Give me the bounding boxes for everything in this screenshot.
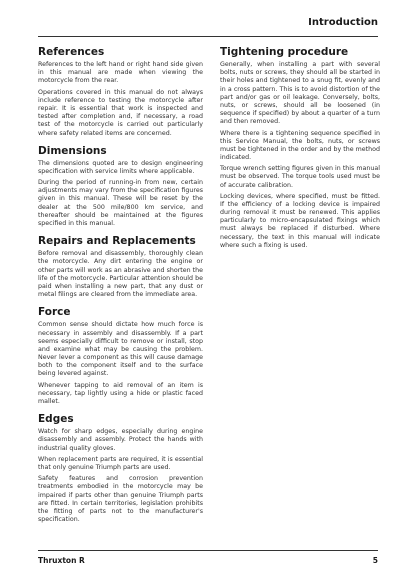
body-paragraph: The dimensions quoted are to design engineering specification with service limits where applicable.: [38, 159, 203, 175]
section-references: [38, 46, 203, 138]
body-paragraph: References to the left hand or right hand side given in this manual are made when viewing the motorcycle from the rear.: [38, 61, 203, 85]
body-paragraph: Torque wrench setting figures given in this manual must be observed. The torque tools used must be of accurate calibration.: [220, 165, 380, 189]
section-heading: Edges: [38, 413, 74, 426]
section-heading: References: [38, 46, 105, 58]
body-paragraph: Safety features and corrosion prevention treatments embodied in the motorcycle may be impaired if parts other than genuine Triumph parts are fitted. In certain territories, legislation prohibits the fitting of parts not to the manufacturer's specification.: [38, 475, 203, 524]
right-column: [220, 46, 380, 257]
body-paragraph: Operations covered in this manual do not always include reference to testing the motorcycle after repair. It is essential that work is inspected and tested after completion and, if necessary, a road test of the motorcycle is carried out particularly where safety related items are concerned.: [38, 88, 203, 137]
section-edges: [38, 413, 203, 524]
footer-divider: [38, 550, 378, 551]
body-paragraph: Watch for sharp edges, especially during engine disassembly and assembly. Protect the hands with industrial quality gloves.: [38, 428, 203, 452]
body-paragraph: Common sense should dictate how much force is necessary in assembly and disassembly. If a part seems especially difficult to remove or install, stop and examine what may be causing the problem. Never lever a component as this will cause damage both to the component itself and to the surface being levered against.: [38, 321, 203, 378]
section-repairs-and-replacements: [38, 235, 203, 299]
body-paragraph: When replacement parts are required, it is essential that only genuine Triumph parts are used.: [38, 455, 203, 471]
body-paragraph: Before removal and disassembly, thoroughly clean the motorcycle. Any dirt entering the engine or other parts will work as an abrasive and shorten the life of the motorcycle. Particular attention should be paid when installing a new part, that any dust or metal filings are cleared from the immediate area.: [38, 250, 203, 299]
section-heading: Dimensions: [38, 144, 107, 157]
section-heading: Repairs and Replacements: [38, 235, 196, 248]
body-paragraph: During the period of running-in from new, certain adjustments may vary from the specification figures given in this manual. These will be reset by the dealer at the 500 mile/800 km service, and thereafter should be maintained at the figures specified in this manual.: [38, 179, 203, 227]
body-paragraph: Whenever tapping to aid removal of an item is necessary, tap lightly using a hide or plastic faced mallet.: [38, 381, 203, 405]
body-paragraph: Where there is a tightening sequence specified in this Service Manual, the bolts, nuts, or screws must be tightened in the order and by the method indicated.: [220, 129, 380, 162]
section-tightening-procedure: [220, 46, 380, 250]
section-title: Introduction: [308, 17, 378, 28]
body-paragraph: Locking devices, where specified, must be fitted. If the efficiency of a locking device is impaired during removal it must be renewed. This applies particularly to micro-encapsulated fixings which must always be replaced if disturbed. Where necessary, the text in this manual will indicate where such a fixing is used.: [220, 192, 380, 249]
section-force: [38, 306, 203, 406]
page-number: 5: [372, 556, 378, 565]
section-heading: Force: [38, 306, 71, 319]
section-heading: Tightening procedure: [220, 46, 349, 58]
body-paragraph: Generally, when installing a part with several bolts, nuts or screws, they should all be started in their holes and tightened to a snug fit, evenly and in a cross pattern. This is to avoid distortion of the part and/or gas or oil leakage. Conversely, bolts, nuts, or screws, should all be loosened (in sequence if specified) by about a quarter of a turn and then removed.: [220, 61, 380, 126]
header-divider: [38, 36, 378, 37]
left-column: [38, 46, 203, 531]
model-name: Thruxton R: [38, 556, 85, 565]
section-dimensions: [38, 145, 203, 229]
